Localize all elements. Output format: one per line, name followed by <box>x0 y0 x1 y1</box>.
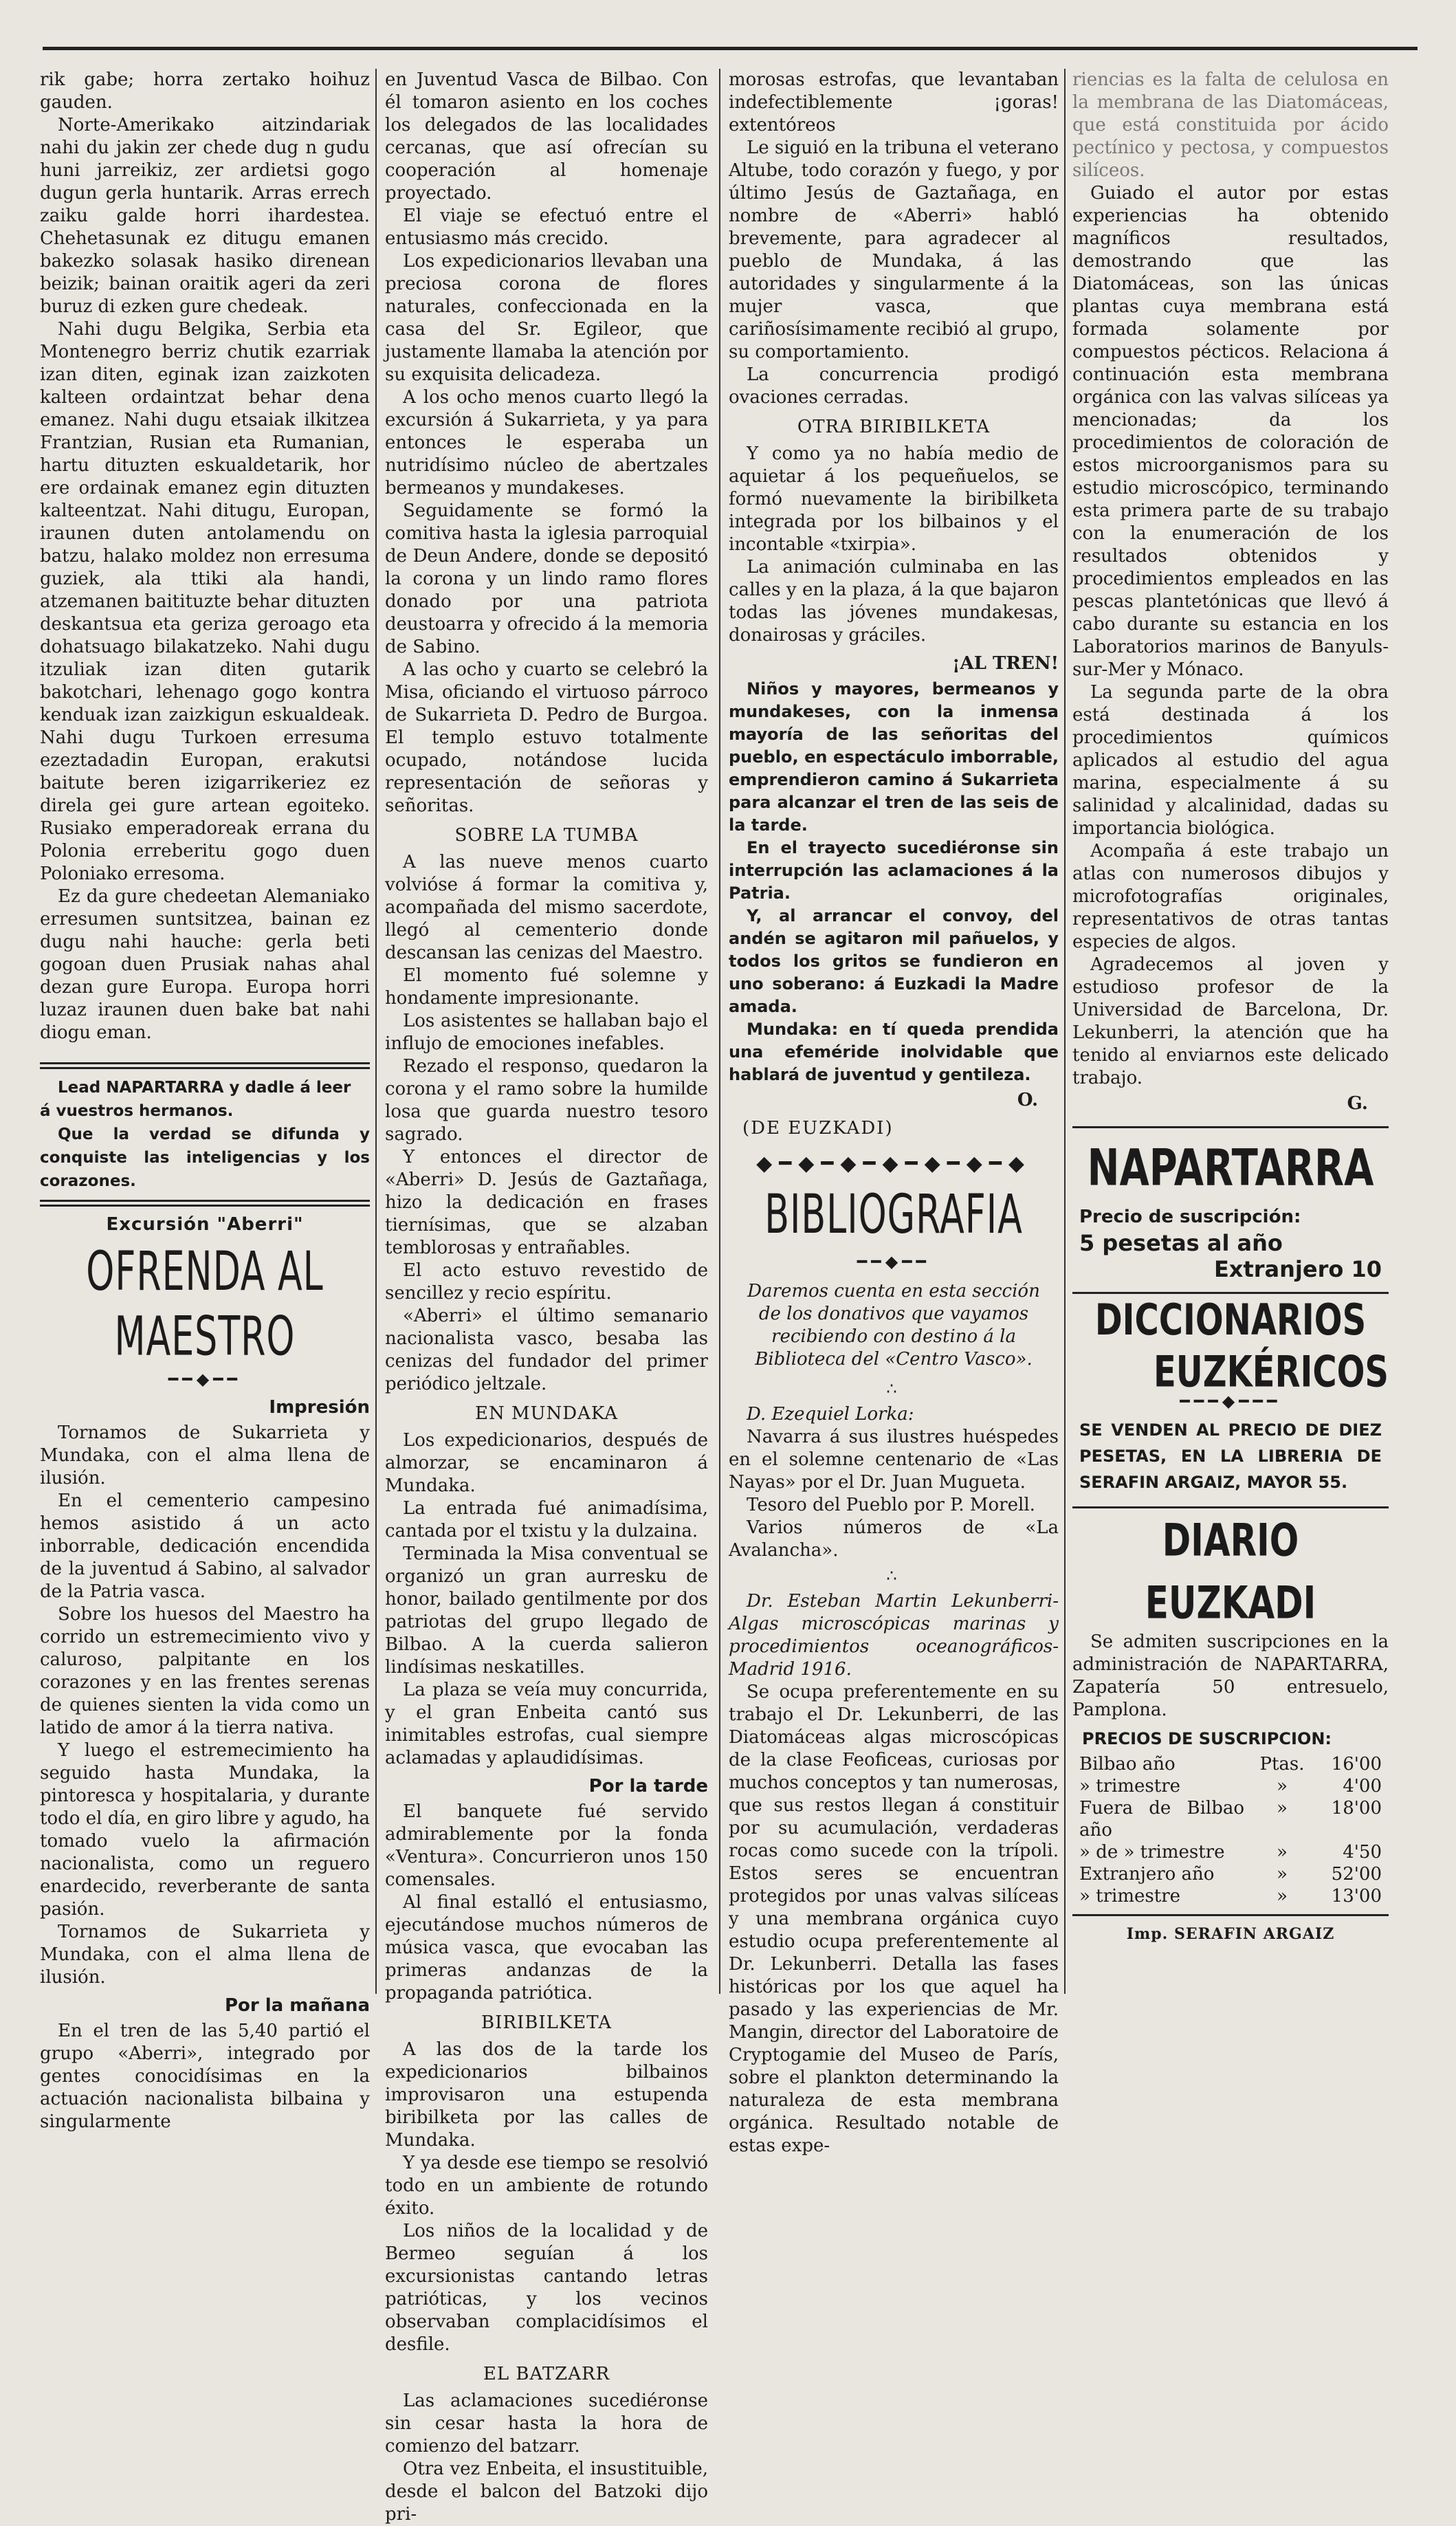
paragraph: El banquete fué servido admirablemente por la fonda «Ventura». Concurrieron unos 150 comensales. <box>385 1801 708 1890</box>
price-unit: » <box>1277 1798 1288 1819</box>
paragraph: La concurrencia prodigó ovaciones cerradas. <box>729 364 1059 408</box>
ad-diccionarios-line2: EUZKÉRICOS <box>1154 1347 1389 1398</box>
paragraph: Los expedicionarios llevaban una preciosa corona de flores naturales, confeccionada en la casa del Sr. Egileor, que justamente llamaba la atención por su exquisita delicadeza. <box>385 251 708 385</box>
section-head-tren: ¡AL TREN! <box>952 653 1059 674</box>
paragraph: Terminada la Misa conventual se organizó un gran aurresku de honor, bailado gentilmente por dos patriotas del grupo llegado de Bilbao. A la cuerda salieron lindísimas neskatilles. <box>385 1544 708 1678</box>
paragraph: Tesoro del Pueblo por P. Morell. <box>747 1495 1035 1515</box>
price-unit: Ptas. <box>1259 1754 1305 1775</box>
paragraph: Se ocupa preferentemente en su trabajo el Dr. Lekunberri, de las Diatomáceas algas microscópicas de la clase Feoficeas, curiosas por muchos conceptos y tan numerosas, que sus restos llegan á constituir por su acumulación, verdaderas rocas como sucede con la trípoli. Estos seres se encuentran protegidos por unas valvas silíceas y una membrana orgánica cuyo estudio ocupa preferentemente al Dr. Lekunberri. Detalla las fases históricas por los que aquel ha pasado y las experiencias de Mr. Mangin, director del Laboratoire de Cryptogamie del Museo de París, sobre el plankton determinando la naturaleza de esta membrana orgánica. Resultado notable de estas expe- <box>729 1682 1059 2156</box>
paragraph: En el tren de las 5,40 partió el grupo «Aberri», integrado por gentes conocidísimas en la actuación nacionalista bilbaina y singularmente <box>40 2021 370 2132</box>
column-1 <box>40 69 370 2132</box>
paragraph: Y, al arrancar el convoy, del andén se agitaron mil pañuelos, y todos los gritos se fundieron en uno soberano: á Euzkadi la Madre amada. <box>729 906 1059 1016</box>
paragraph: Rezado el responso, quedaron la corona y el ramo sobre la humilde losa que guarda nuestro tesoro sagrado. <box>385 1056 708 1145</box>
paragraph: Guiado el autor por estas experiencias ha obtenido magníficos resultados, demostrando que las Diatomáceas, son las únicas plantas cuya membrana está formada solamente por compuestos pécticos. Relaciona á continuación esta membrana orgánica con las valvas silíceas ya mencionadas; da los procedimientos de coloración de estos microorganismos para su estudio microscópico, terminando esta primera parte de su trabajo con la enumeración de los resultados obtenidos y procedimientos empleados en las pescas plantetónicas que llevó á cabo durante su estancia en los Laboratorios marinos de Banyuls-sur-Mer y Mónaco. <box>1072 183 1389 680</box>
divider <box>1072 1292 1389 1294</box>
section-head-otra: OTRA BIRIBILKETA <box>797 417 991 437</box>
paragraph: Los asistentes se hallaban bajo el influjo de emociones inefables. <box>385 1011 708 1054</box>
top-rule <box>43 47 1418 50</box>
paragraph: Norte-Amerikako aitzindariak nahi du jakin zer chede dug n gudu huni jarreikiz, zer ardietsi gogo dugun gerla huntarik. Arras errech zaiku galde horri ihardestea. Chehetasunak ez ditugu emanen bakezko solasak hasiko direnean beizik; bainan oraitik ageri da zeri buruz di ezken gure chedeak. <box>40 115 370 317</box>
price-label: Fuera de Bilbao año <box>1079 1798 1244 1841</box>
notice-line: Que la verdad se difunda y conquiste las inteligencias y los corazones. <box>40 1125 370 1190</box>
price-row <box>1079 1753 1382 1775</box>
section-head-manana: Por la mañana <box>224 1995 370 2016</box>
excursion-kicker: Excursión "Aberri" <box>106 1214 304 1235</box>
price-value: 18'00 <box>1331 1798 1382 1819</box>
paragraph: riencias es la falta de celulosa en la membrana de las Diatomáceas, que está constituida por ácido pectínico y pectosa, y compuestos silíceos. <box>1072 69 1389 181</box>
section-head-mundaka: EN MUNDAKA <box>474 1403 619 1424</box>
price-value: 13'00 <box>1331 1886 1382 1907</box>
paragraph: El momento fué solemne y hondamente impresionante. <box>385 965 708 1009</box>
paragraph: Niños y mayores, bermeanos y mundakeses, con la inmensa mayoría de las señoritas del pueblo, en espectáculo imborrable, emprendieron camino á Sukarrieta para alcanzar el tren de las seis de la tarde. <box>729 679 1059 835</box>
column-2 <box>385 69 708 2525</box>
price-label: » de » trimestre <box>1079 1842 1225 1863</box>
ornament: ∴ <box>886 1379 901 1398</box>
price-unit: » <box>1277 1776 1288 1797</box>
column-4 <box>1072 69 1389 2008</box>
paragraph: A las nueve menos cuarto volvióse á formar la comitiva y, acompañada del mismo sacerdote, llegó al cementerio donde descansan las cenizas del Maestro. <box>385 852 708 963</box>
divider <box>40 1062 370 1069</box>
paragraph: morosas estrofas, que levantaban indefectiblemente ¡goras! extentóreos <box>729 69 1059 135</box>
paragraph: Las aclamaciones sucediéronse sin cesar hasta la hora de comienzo del batzarr. <box>385 2391 708 2457</box>
printer-credit: Imp. SERAFIN ARGAIZ <box>1126 1925 1335 1943</box>
paragraph: En el cementerio campesino hemos asistido á un acto inborrable, dedicación encendida de la juventud á Sabino, al salvador de la Patria vasca. <box>40 1491 370 1602</box>
paragraph: Y ya desde ese tiempo se resolvió todo en un ambiente de rotundo éxito. <box>385 2153 708 2219</box>
paragraph: Agradecemos al joven y estudioso profesor de la Universidad de Barcelona, Dr. Lekunberri, la atención que ha tenido al enviarnos este delicado trabajo. <box>1072 954 1389 1088</box>
paragraph: Ez da gure chedeetan Alemaniako erresumen suntsitzea, bainan ez dugu nahi hauche: gerla beti gogoan duen Prusiak nahas ahal dezan gure Europa. Europa horri luzaz iraunen duen bake bat nahi diogu eman. <box>40 886 370 1043</box>
ad-diccionarios-title <box>1072 1295 1389 1398</box>
price-value: 4'00 <box>1343 1776 1382 1797</box>
ornament: ━━◆━━ <box>857 1252 931 1271</box>
notice-line: á vuestros hermanos. <box>40 1102 234 1120</box>
divider <box>1072 1126 1389 1128</box>
paragraph: La animación culminaba en las calles y en la plaza, á la que bajaron todas las jóvenes mundakesas, donairosas y gráciles. <box>729 557 1059 646</box>
price-label: Extranjero año <box>1079 1864 1215 1885</box>
article-title: OFRENDA AL MAESTRO <box>86 1239 324 1368</box>
ornament: ∴ <box>886 1566 901 1585</box>
price-unit: » <box>1277 1886 1288 1907</box>
price-unit: » <box>1277 1842 1288 1863</box>
signature: G. <box>1347 1093 1368 1114</box>
divider <box>1072 1506 1389 1508</box>
price-label: » trimestre <box>1079 1886 1181 1907</box>
paragraph: Mundaka: en tí queda prendida una efeméride inolvidable que hablará de juventud y gentileza. <box>729 1020 1059 1084</box>
paragraph: A las ocho y cuarto se celebró la Misa, oficiando el virtuoso párroco de Sukarrieta D. Pedro de Burgoa. El templo estuvo totalmente ocupado, notándose lucida representación de señoras y señoritas. <box>385 659 708 816</box>
price-value: 52'00 <box>1331 1864 1382 1885</box>
divider <box>1072 1914 1389 1916</box>
notice-box <box>40 1076 370 1193</box>
paragraph: Y como ya no había medio de aquietar á los pequeñuelos, se formó nuevamente la biribilketa integrada por los bilbainos y el incontable «txirpia». <box>729 443 1059 555</box>
ad-napartarra-title: NAPARTARRA <box>1087 1139 1374 1198</box>
biblio-intro: Daremos cuenta en esta sección de los donativos que vayamos recibiendo con destino á la Biblioteca del «Centro Vasco». <box>747 1281 1040 1370</box>
tren-block <box>729 678 1059 1086</box>
bibliografia-title: BIBLIOGRAFIA <box>764 1183 1023 1246</box>
ornament: ━━◆━━ <box>168 1370 242 1389</box>
paragraph: La entrada fué animadísima, cantada por el txistu y la dulzaina. <box>385 1498 708 1541</box>
paragraph: Tornamos de Sukarrieta y Mundaka, con el alma llena de ilusión. <box>40 1922 370 1988</box>
price-row <box>1079 1797 1382 1841</box>
source-credit: (DE EUZKADI) <box>742 1118 894 1139</box>
paragraph: «Aberri» el último semanario nacionalista vasco, besaba las cenizas del fundador del primer periódico jeltzale. <box>385 1306 708 1394</box>
price-value: 16'00 <box>1331 1754 1382 1775</box>
price-unit: » <box>1277 1864 1288 1885</box>
price-value: 4'50 <box>1343 1842 1382 1863</box>
paragraph: Los expedicionarios, después de almorzar, se encaminaron á Mundaka. <box>385 1430 708 1496</box>
paragraph: Tornamos de Sukarrieta y Mundaka, con el alma llena de ilusión. <box>40 1423 370 1489</box>
paragraph: En el trayecto sucediéronse sin interrupción las aclamaciones á la Patria. <box>729 838 1059 903</box>
section-head-batzarr: EL BATZARR <box>483 2364 610 2384</box>
price-row <box>1079 1841 1382 1863</box>
paragraph: Navarra á sus ilustres huéspedes en el solemne centenario de «Las Nayas» por el Dr. Juan Mugueta. <box>729 1427 1059 1493</box>
ad-price-label: Precio de suscripción: <box>1079 1207 1301 1227</box>
paragraph: A las dos de la tarde los expedicionarios bilbainos improvisaron una estupenda biribilketa por las calles de Mundaka. <box>385 2039 708 2151</box>
paragraph: en Juventud Vasca de Bilbao. Con él tomaron asiento en los coches los delegados de las localidades cercanas, que así ofrecían su cooperación al homenaje proyectado. <box>385 69 708 204</box>
ad-price: 5 pesetas al año <box>1079 1230 1283 1256</box>
paragraph: Sobre los huesos del Maestro ha corrido un estremecimiento vivo y caluroso, palpitante en los corazones y en las frentes serenas de quienes sienten la vida como un latido de amor á la tierra nativa. <box>40 1604 370 1738</box>
divider <box>40 1200 370 1207</box>
paragraph: Le siguió en la tribuna el veterano Altube, todo corazón y fuego, y por último Jesús de Gaztañaga, en nombre de «Aberri» habló brevemente, para agradecer al pueblo de Mundaka, á las autoridades y singularmente á la mujer vasca, que cariñosísimamente recibió al grupo, su comportamiento. <box>729 138 1059 362</box>
price-row <box>1079 1885 1382 1907</box>
paragraph: Seguidamente se formó la comitiva hasta la iglesia parroquial de Deun Andere, donde se depositó la corona y un lindo ramo flores donado por una patriota deustoarra y ofrecido á la memoria de Sabino. <box>385 501 708 657</box>
book-entry: Dr. Esteban Martin Lekunberri-Algas microscópicas marinas y procedimientos oceanográficos-Madrid 1916. <box>729 1591 1059 1680</box>
column-separator <box>1064 69 1066 1994</box>
section-head-biribilketa: BIRIBILKETA <box>481 2012 612 2033</box>
paragraph: Y luego el estremecimiento ha seguido hasta Mundaka, la pintoresca y hospitalaria, y durante todo el día, en giro libre y agudo, ha tomado vuelo la afirmación nacionalista, como un reguero enardecido, reverberante de santa pasión. <box>40 1740 370 1920</box>
ad-foreign-price: Extranjero 10 <box>1213 1256 1382 1282</box>
section-head-impresion: Impresión <box>269 1397 370 1418</box>
paragraph: La plaza se veía muy concurrida, y el gran Enbeita cantó sus inimitables estrofas, cual siempre aclamadas y aplaudidísimas. <box>385 1680 708 1768</box>
signature: O. <box>1017 1090 1038 1110</box>
paragraph: El acto estuvo revestido de sencillez y recio espíritu. <box>385 1260 708 1304</box>
paragraph: Y entonces el director de «Aberri» D. Jesús de Gaztañaga, hizo la dedicación en frases tiernísimas, que se alzaban temblorosas y entrañables. <box>385 1147 708 1258</box>
paragraph: Otra vez Enbeita, el insustituible, desde el balcon del Batzoki dijo pri- <box>385 2459 708 2525</box>
paragraph: Nahi dugu Belgika, Serbia eta Montenegro berriz chutik ezarriak izan diten, eginak izan zaizkoten kalteen ordaintzat behar dena emanez. Nahi dugu etsaiak ilkitzea Frantzian, Rusian eta Rumanian, hartu dituzten eskualdetarik, hor ere ordainak emanez egin dituzten kalteentzat. Nahi ditugu, Europan, iraunen duten antolamendu on batzu, halako moldez non erresuma guziek, ala ttiki ala handi, atzemanen baitituzte behar dituzten deskantsua eta geriza geroago eta dohatsuago bilakatzeko. Nahi dugu itzuliak izan diten gutarik bakotchari, lehenago gogo kontra kenduak izan zaizkigun eskualdeak. Nahi dugu Turkoen erresuma ezeztadadin Europan, erakutsi baitute beren izigarrikeriez ez direla gei gure artean egoiteko. Rusiako emperadoreak errana du Polonia erreberitu gogo duen Poloniako erresoma. <box>40 319 370 884</box>
ad-prices-head: PRECIOS DE SUSCRIPCION: <box>1082 1729 1332 1748</box>
ad-diario-title: DIARIO EUZKADI <box>1145 1514 1316 1629</box>
ad-diccionarios-line1: DICCIONARIOS <box>1094 1295 1367 1346</box>
paragraph: El viaje se efectuó entre el entusiasmo más crecido. <box>385 206 708 249</box>
notice-line: Lead NAPARTARRA y dadle á leer <box>58 1079 351 1097</box>
paragraph: Acompaña á este trabajo un atlas con numerosos dibujos y microfotografías originales, representativos de otras tantas especies de algos. <box>1072 841 1389 952</box>
ornament: ━━━◆━━━ <box>1180 1392 1281 1411</box>
paragraph: Varios números de «La Avalancha». <box>729 1517 1059 1561</box>
price-table <box>1079 1753 1382 1907</box>
ad-diario-text: Se admiten suscripciones en la administración de NAPARTARRA, Zapatería 50 entresuelo, Pamplona. <box>1072 1632 1389 1720</box>
ad-diccionarios-text: SE VENDEN AL PRECIO DE DIEZ PESETAS, EN LA LIBRERIA DE SERAFIN ARGAIZ, MAYOR 55. <box>1079 1420 1382 1492</box>
column-3 <box>729 69 1059 2156</box>
section-head-tumba: SOBRE LA TUMBA <box>454 825 639 846</box>
column-separator <box>375 69 377 1994</box>
column-separator <box>719 69 720 1994</box>
price-label: Bilbao año <box>1079 1754 1176 1775</box>
price-label: » trimestre <box>1079 1776 1181 1797</box>
donor-name: D. Ezequiel Lorka: <box>747 1404 914 1425</box>
paragraph: rik gabe; horra zertako hoihuz gauden. <box>40 69 370 113</box>
price-row <box>1079 1775 1382 1797</box>
paragraph: Al final estalló el entusiasmo, ejecutándose muchos números de música vasca, que evocaban las primeras andanzas de la propaganda patriótica. <box>385 1892 708 2003</box>
price-row <box>1079 1863 1382 1885</box>
paragraph: La segunda parte de la obra está destinada á los procedimientos químicos aplicados al estudio del agua marina, especialmente á su salinidad y alcalinidad, dadas su importancia biológica. <box>1072 682 1389 839</box>
ornament: ◆━◆━◆━◆━◆━◆━◆ <box>756 1152 1031 1176</box>
paragraph: Los niños de la localidad y de Bermeo seguían á los excursionistas cantando letras patrióticas, y los vecinos observaban complacidísimos el desfile. <box>385 2221 708 2355</box>
paragraph: A los ocho menos cuarto llegó la excursión á Sukarrieta, y ya para entonces le esperaba un nutridísimo núcleo de abertzales bermeanos y mundakeses. <box>385 387 708 498</box>
section-head-tarde: Por la tarde <box>588 1776 708 1797</box>
